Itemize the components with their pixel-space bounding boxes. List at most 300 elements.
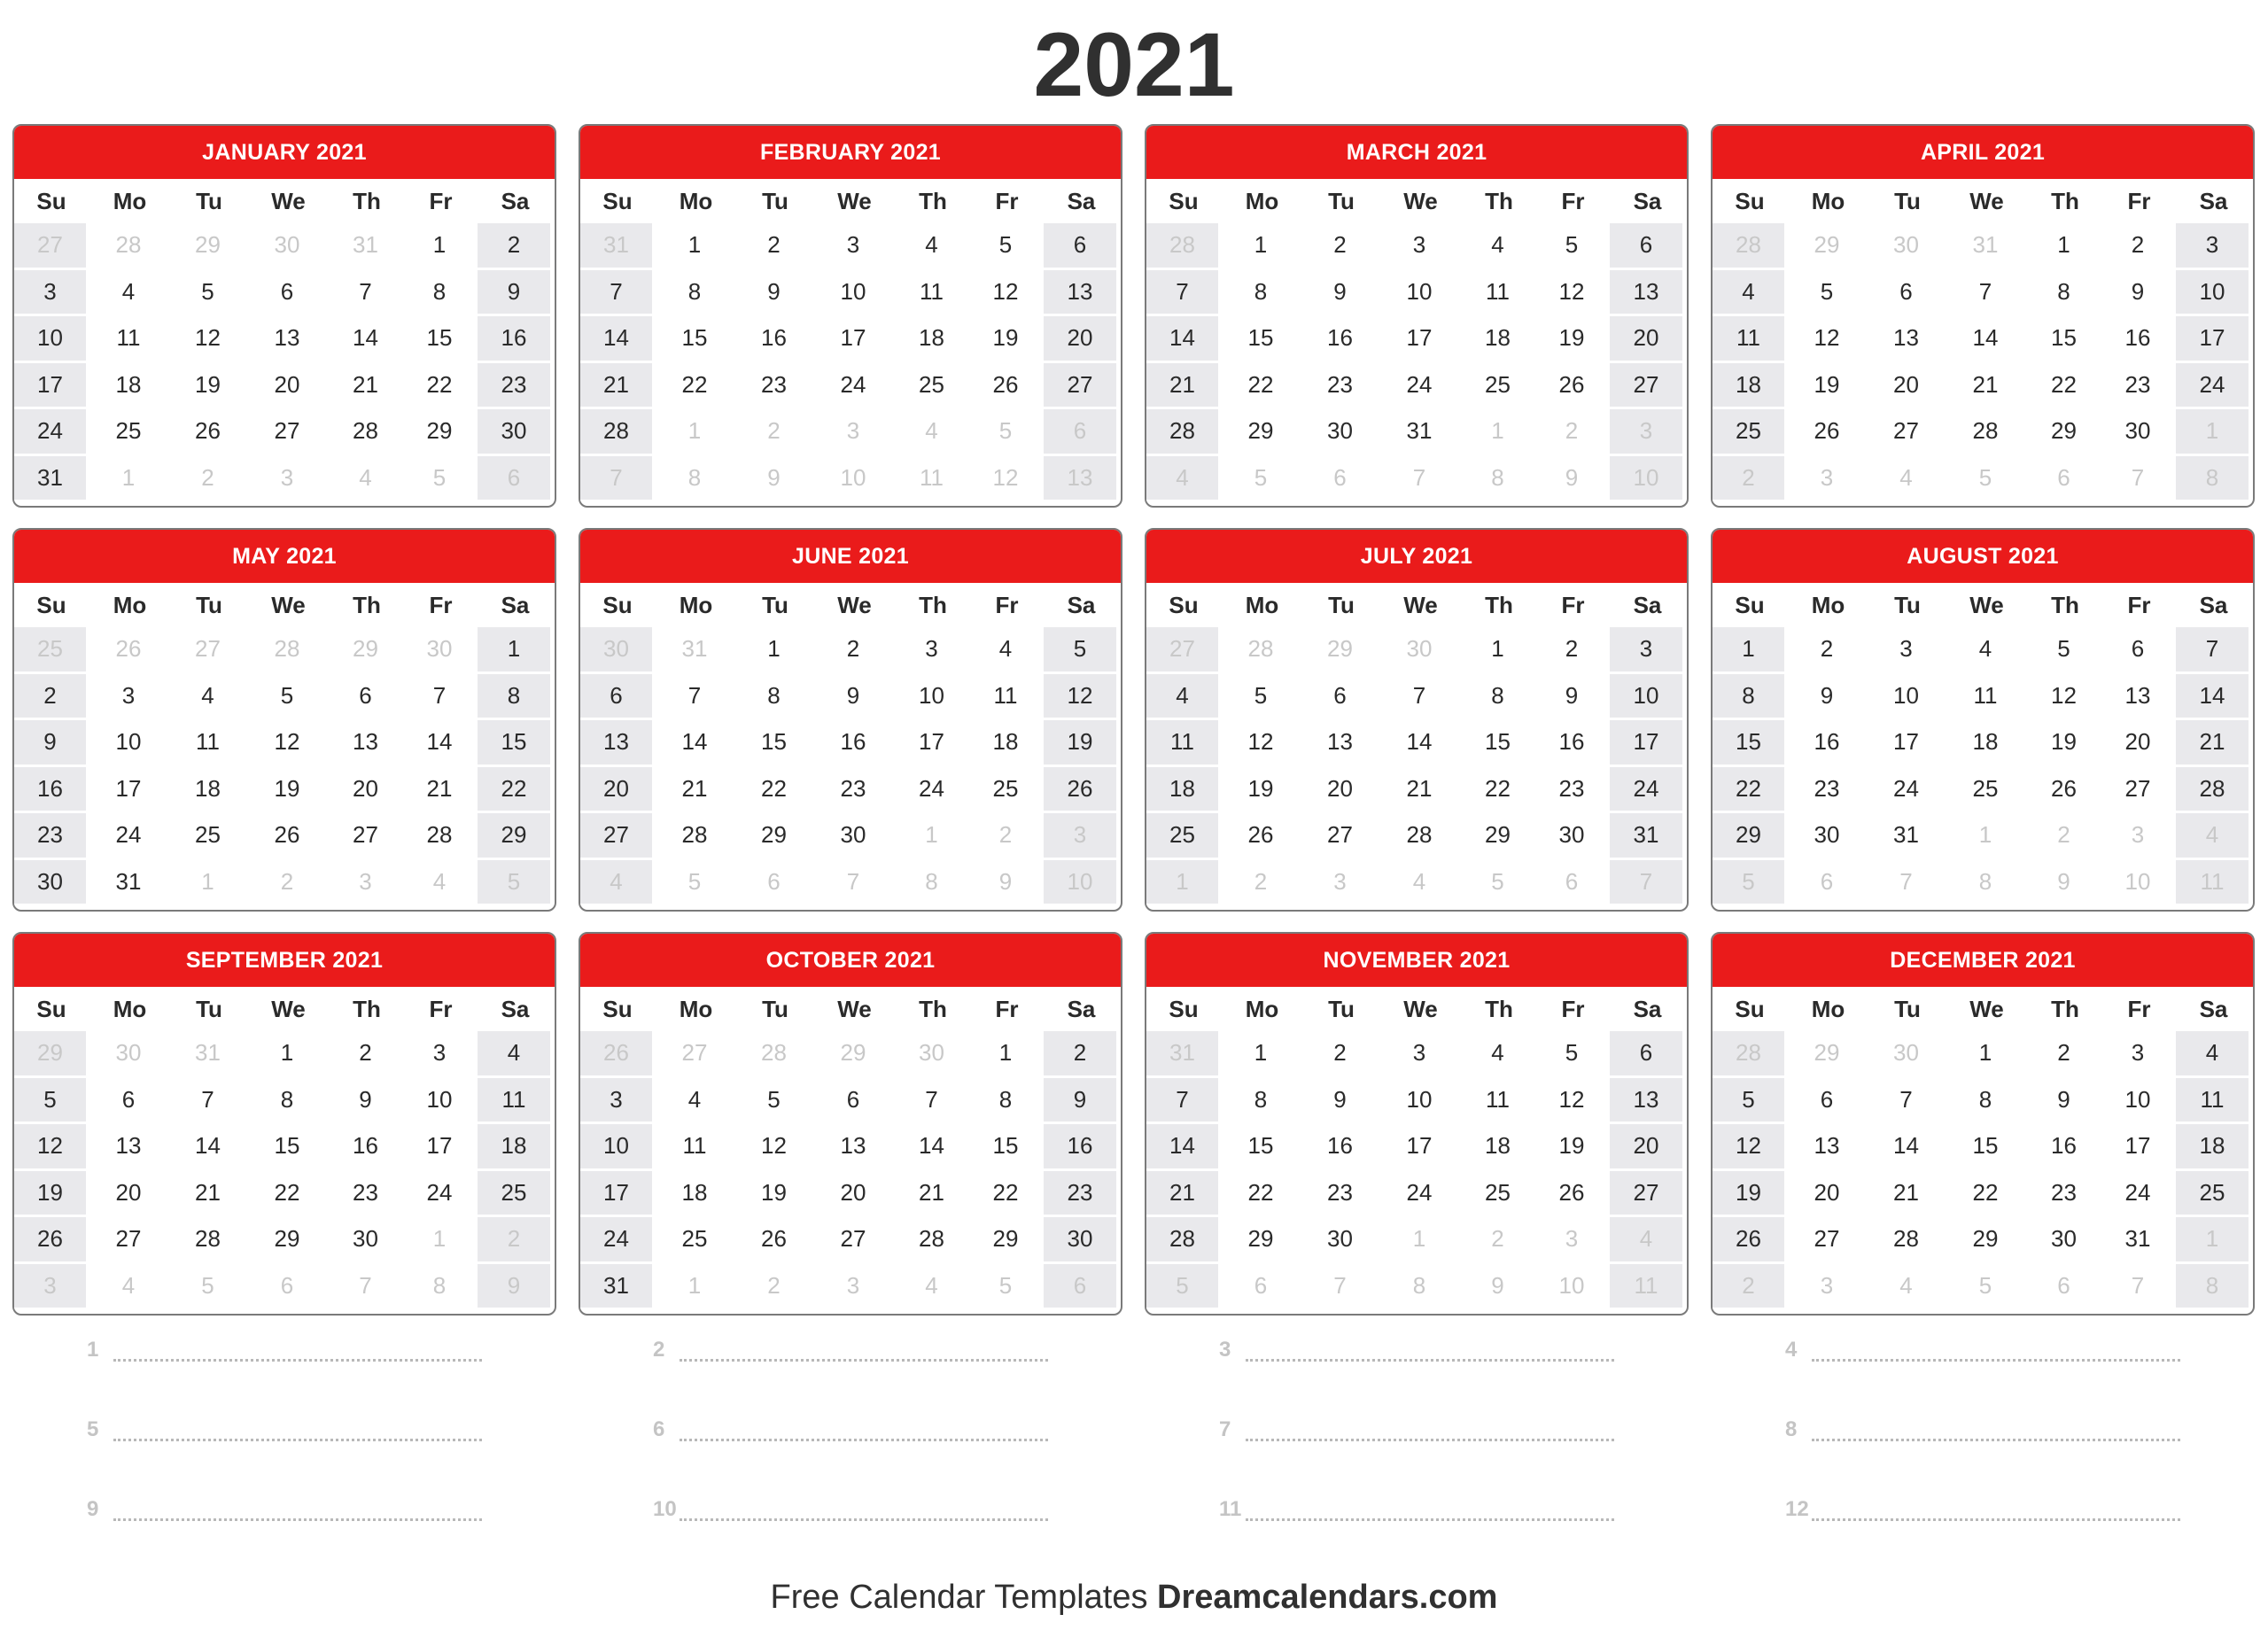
day-cell: 30 — [330, 1217, 404, 1264]
day-cell: 7 — [580, 270, 655, 317]
day-cell: 10 — [2102, 1078, 2176, 1125]
month-title: SEPTEMBER 2021 — [14, 934, 555, 987]
adjacent-month-day: 4 — [2176, 813, 2251, 860]
adjacent-month-day: 27 — [1146, 627, 1221, 674]
day-cell: 29 — [1713, 813, 1787, 860]
adjacent-month-day: 30 — [1869, 223, 1946, 270]
day-cell: 17 — [580, 1171, 655, 1218]
note-number: 9 — [87, 1497, 99, 1521]
day-cell: 26 — [247, 813, 330, 860]
weekday-label: Fr — [429, 592, 453, 618]
weekday-row — [1146, 583, 1687, 627]
adjacent-month-day: 7 — [580, 456, 655, 503]
day-cell: 2 — [1536, 627, 1610, 674]
weekday-label: Mo — [679, 996, 713, 1022]
weekday-label: Fr — [1561, 592, 1585, 618]
day-cell: 12 — [1044, 674, 1119, 721]
day-cell: 12 — [247, 720, 330, 767]
day-cell: 17 — [1379, 1124, 1462, 1171]
weekday-label: Sa — [1067, 996, 1096, 1022]
day-cell: 7 — [1146, 270, 1221, 317]
day-cell: 14 — [171, 1124, 247, 1171]
weekday-label: Th — [2051, 592, 2079, 618]
days-grid — [580, 1031, 1121, 1314]
day-cell: 5 — [1536, 1031, 1610, 1078]
weekday-label: Mo — [1245, 996, 1279, 1022]
adjacent-month-day: 5 — [1946, 1264, 2028, 1311]
month-card — [579, 124, 1122, 508]
adjacent-month-day: 27 — [14, 223, 89, 270]
day-cell: 4 — [89, 270, 171, 317]
day-cell: 3 — [89, 674, 171, 721]
adjacent-month-day: 5 — [970, 409, 1044, 456]
day-cell: 10 — [1379, 1078, 1462, 1125]
days-grid — [1146, 223, 1687, 506]
note-line — [12, 1488, 556, 1541]
note-number: 10 — [653, 1497, 677, 1521]
day-cell: 14 — [1379, 720, 1462, 767]
adjacent-month-day: 9 — [1536, 456, 1610, 503]
adjacent-month-day: 28 — [1221, 627, 1303, 674]
day-cell: 22 — [655, 363, 737, 410]
day-cell: 29 — [1221, 1217, 1303, 1264]
weekday-label: Th — [1485, 996, 1513, 1022]
day-cell: 26 — [1536, 1171, 1610, 1218]
day-cell: 23 — [14, 813, 89, 860]
day-cell: 27 — [1610, 1171, 1685, 1218]
day-cell: 18 — [89, 363, 171, 410]
adjacent-month-day: 7 — [2102, 456, 2176, 503]
day-cell: 25 — [1946, 767, 2028, 814]
day-cell: 5 — [247, 674, 330, 721]
day-cell: 30 — [2102, 409, 2176, 456]
day-cell: 24 — [2176, 363, 2251, 410]
day-cell: 28 — [1379, 813, 1462, 860]
weekday-label: Tu — [196, 592, 222, 618]
day-cell: 30 — [2028, 1217, 2102, 1264]
weekday-label: Tu — [762, 592, 788, 618]
adjacent-month-day: 2 — [1221, 860, 1303, 907]
day-cell: 30 — [14, 860, 89, 907]
day-cell: 23 — [813, 767, 896, 814]
adjacent-month-day: 31 — [580, 223, 655, 270]
day-cell: 5 — [1536, 223, 1610, 270]
month-title: FEBRUARY 2021 — [580, 126, 1121, 179]
weekday-label: Tu — [196, 188, 222, 214]
adjacent-month-day: 7 — [1610, 860, 1685, 907]
day-cell: 19 — [171, 363, 247, 410]
day-cell: 25 — [1713, 409, 1787, 456]
day-cell: 12 — [737, 1124, 813, 1171]
day-cell: 22 — [737, 767, 813, 814]
dotted-line — [1812, 1439, 2180, 1441]
note-line — [579, 1409, 1122, 1462]
day-cell: 22 — [1221, 1171, 1303, 1218]
adjacent-month-day: 5 — [1462, 860, 1536, 907]
month-title: JUNE 2021 — [580, 530, 1121, 583]
month-title: JANUARY 2021 — [14, 126, 555, 179]
day-cell: 31 — [14, 456, 89, 503]
day-cell: 10 — [2176, 270, 2251, 317]
month-title: MARCH 2021 — [1146, 126, 1687, 179]
day-cell: 14 — [1146, 316, 1221, 363]
day-cell: 24 — [896, 767, 970, 814]
adjacent-month-day: 2 — [247, 860, 330, 907]
day-cell: 11 — [478, 1078, 553, 1125]
day-cell: 10 — [89, 720, 171, 767]
weekday-label: Su — [1735, 996, 1765, 1022]
adjacent-month-day: 10 — [813, 456, 896, 503]
day-cell: 24 — [2102, 1171, 2176, 1218]
day-cell: 23 — [1044, 1171, 1119, 1218]
day-cell: 23 — [1303, 363, 1379, 410]
adjacent-month-day: 6 — [1303, 456, 1379, 503]
days-grid — [14, 223, 555, 506]
weekday-label: Fr — [2127, 592, 2151, 618]
day-cell: 3 — [2102, 1031, 2176, 1078]
day-cell: 24 — [14, 409, 89, 456]
day-cell: 27 — [813, 1217, 896, 1264]
weekday-label: Th — [2051, 188, 2079, 214]
day-cell: 2 — [2028, 1031, 2102, 1078]
adjacent-month-day: 30 — [580, 627, 655, 674]
day-cell: 27 — [1303, 813, 1379, 860]
day-cell: 26 — [1221, 813, 1303, 860]
adjacent-month-day: 28 — [89, 223, 171, 270]
day-cell: 12 — [14, 1124, 89, 1171]
adjacent-month-day: 30 — [1869, 1031, 1946, 1078]
day-cell: 18 — [896, 316, 970, 363]
adjacent-month-day: 25 — [14, 627, 89, 674]
day-cell: 2 — [1303, 223, 1379, 270]
day-cell: 18 — [970, 720, 1044, 767]
day-cell: 5 — [970, 223, 1044, 270]
day-cell: 6 — [1787, 1078, 1869, 1125]
day-cell: 23 — [330, 1171, 404, 1218]
day-cell: 8 — [1462, 674, 1536, 721]
note-number: 8 — [1785, 1417, 1798, 1441]
adjacent-month-day: 1 — [1146, 860, 1221, 907]
adjacent-month-day: 3 — [1787, 1264, 1869, 1311]
day-cell: 19 — [970, 316, 1044, 363]
adjacent-month-day: 10 — [2102, 860, 2176, 907]
dotted-line — [1246, 1439, 1614, 1441]
day-cell: 28 — [2176, 767, 2251, 814]
day-cell: 24 — [580, 1217, 655, 1264]
day-cell: 20 — [1303, 767, 1379, 814]
day-cell: 24 — [1869, 767, 1946, 814]
note-line — [1145, 1329, 1689, 1382]
weekday-label: Fr — [429, 188, 453, 214]
weekday-label: Tu — [762, 996, 788, 1022]
adjacent-month-day: 7 — [813, 860, 896, 907]
day-cell: 11 — [1462, 1078, 1536, 1125]
note-line — [1145, 1488, 1689, 1541]
adjacent-month-day: 6 — [1044, 409, 1119, 456]
day-cell: 17 — [1610, 720, 1685, 767]
adjacent-month-day: 3 — [2102, 813, 2176, 860]
adjacent-month-day: 4 — [89, 1264, 171, 1311]
adjacent-month-day: 2 — [1536, 409, 1610, 456]
day-cell: 9 — [813, 674, 896, 721]
day-cell: 26 — [2028, 767, 2102, 814]
day-cell: 3 — [896, 627, 970, 674]
month-title: NOVEMBER 2021 — [1146, 934, 1687, 987]
days-grid — [1146, 627, 1687, 910]
day-cell: 26 — [1713, 1217, 1787, 1264]
adjacent-month-day: 4 — [580, 860, 655, 907]
day-cell: 16 — [1303, 316, 1379, 363]
weekday-label: Sa — [1067, 188, 1096, 214]
weekday-row — [14, 179, 555, 223]
day-cell: 24 — [1379, 1171, 1462, 1218]
adjacent-month-day: 6 — [1221, 1264, 1303, 1311]
weekday-label: Su — [1735, 592, 1765, 618]
day-cell: 18 — [478, 1124, 553, 1171]
note-number: 4 — [1785, 1338, 1798, 1362]
adjacent-month-day: 27 — [655, 1031, 737, 1078]
day-cell: 29 — [737, 813, 813, 860]
weekday-label: Fr — [429, 996, 453, 1022]
day-cell: 2 — [14, 674, 89, 721]
adjacent-month-day: 1 — [89, 456, 171, 503]
day-cell: 11 — [896, 270, 970, 317]
day-cell: 21 — [1146, 363, 1221, 410]
day-cell: 13 — [247, 316, 330, 363]
day-cell: 2 — [2102, 223, 2176, 270]
day-cell: 30 — [1536, 813, 1610, 860]
weekday-label: Sa — [501, 188, 530, 214]
adjacent-month-day: 4 — [1379, 860, 1462, 907]
day-cell: 11 — [1146, 720, 1221, 767]
day-cell: 21 — [1946, 363, 2028, 410]
day-cell: 26 — [1787, 409, 1869, 456]
weekday-label: We — [1403, 996, 1438, 1022]
adjacent-month-day: 7 — [330, 1264, 404, 1311]
adjacent-month-day: 10 — [1610, 456, 1685, 503]
weekday-label: Fr — [1561, 996, 1585, 1022]
day-cell: 20 — [1787, 1171, 1869, 1218]
adjacent-month-day: 30 — [1379, 627, 1462, 674]
day-cell: 25 — [478, 1171, 553, 1218]
day-cell: 13 — [580, 720, 655, 767]
weekday-label: Th — [2051, 996, 2079, 1022]
day-cell: 14 — [404, 720, 478, 767]
adjacent-month-day: 3 — [813, 409, 896, 456]
adjacent-month-day: 29 — [1303, 627, 1379, 674]
adjacent-month-day: 5 — [1713, 860, 1787, 907]
weekday-label: We — [837, 592, 872, 618]
month-title: OCTOBER 2021 — [580, 934, 1121, 987]
day-cell: 9 — [1044, 1078, 1119, 1125]
day-cell: 7 — [1946, 270, 2028, 317]
day-cell: 7 — [330, 270, 404, 317]
weekday-label: Tu — [1328, 188, 1355, 214]
adjacent-month-day: 5 — [478, 860, 553, 907]
day-cell: 8 — [970, 1078, 1044, 1125]
adjacent-month-day: 5 — [655, 860, 737, 907]
dotted-line — [113, 1439, 482, 1441]
month-card — [579, 932, 1122, 1316]
day-cell: 28 — [896, 1217, 970, 1264]
adjacent-month-day: 8 — [2176, 1264, 2251, 1311]
weekday-row — [14, 987, 555, 1031]
day-cell: 2 — [813, 627, 896, 674]
days-grid — [580, 627, 1121, 910]
adjacent-month-day: 4 — [1869, 1264, 1946, 1311]
day-cell: 16 — [330, 1124, 404, 1171]
note-line — [1711, 1329, 2255, 1382]
day-cell: 6 — [1044, 223, 1119, 270]
day-cell: 8 — [1946, 1078, 2028, 1125]
weekday-label: Th — [1485, 188, 1513, 214]
adjacent-month-day: 8 — [1462, 456, 1536, 503]
weekday-label: Mo — [1811, 188, 1845, 214]
day-cell: 1 — [1946, 1031, 2028, 1078]
day-cell: 21 — [1869, 1171, 1946, 1218]
day-cell: 2 — [330, 1031, 404, 1078]
notes-section — [12, 1329, 2256, 1533]
weekday-label: Tu — [1894, 996, 1921, 1022]
day-cell: 26 — [737, 1217, 813, 1264]
day-cell: 19 — [1536, 1124, 1610, 1171]
day-cell: 27 — [247, 409, 330, 456]
adjacent-month-day: 5 — [1946, 456, 2028, 503]
day-cell: 31 — [1610, 813, 1685, 860]
months-grid — [12, 124, 2256, 1316]
day-cell: 20 — [1044, 316, 1119, 363]
dotted-line — [1812, 1518, 2180, 1521]
adjacent-month-day: 31 — [1146, 1031, 1221, 1078]
day-cell: 4 — [171, 674, 247, 721]
adjacent-month-day: 31 — [1946, 223, 2028, 270]
day-cell: 21 — [896, 1171, 970, 1218]
day-cell: 8 — [1221, 1078, 1303, 1125]
day-cell: 3 — [1869, 627, 1946, 674]
day-cell: 9 — [330, 1078, 404, 1125]
adjacent-month-day: 3 — [813, 1264, 896, 1311]
day-cell: 14 — [1869, 1124, 1946, 1171]
day-cell: 27 — [89, 1217, 171, 1264]
adjacent-month-day: 1 — [655, 1264, 737, 1311]
adjacent-month-day: 11 — [1610, 1264, 1685, 1311]
day-cell: 15 — [737, 720, 813, 767]
day-cell: 26 — [1536, 363, 1610, 410]
day-cell: 17 — [2176, 316, 2251, 363]
day-cell: 18 — [655, 1171, 737, 1218]
day-cell: 22 — [1462, 767, 1536, 814]
day-cell: 8 — [655, 270, 737, 317]
weekday-row — [1713, 583, 2253, 627]
adjacent-month-day: 3 — [1610, 409, 1685, 456]
days-grid — [1713, 627, 2253, 910]
day-cell: 18 — [2176, 1124, 2251, 1171]
days-grid — [1713, 1031, 2253, 1314]
day-cell: 9 — [1787, 674, 1869, 721]
day-cell: 9 — [1303, 1078, 1379, 1125]
day-cell: 26 — [14, 1217, 89, 1264]
day-cell: 14 — [1146, 1124, 1221, 1171]
page-title: 2021 — [1033, 14, 1235, 115]
day-cell: 8 — [737, 674, 813, 721]
day-cell: 30 — [478, 409, 553, 456]
adjacent-month-day: 5 — [970, 1264, 1044, 1311]
weekday-label: Su — [1169, 188, 1199, 214]
note-line — [12, 1409, 556, 1462]
day-cell: 28 — [655, 813, 737, 860]
weekday-label: Tu — [762, 188, 788, 214]
adjacent-month-day: 12 — [970, 456, 1044, 503]
adjacent-month-day: 27 — [171, 627, 247, 674]
day-cell: 25 — [970, 767, 1044, 814]
month-card — [1711, 124, 2255, 508]
weekday-label: Sa — [2199, 996, 2228, 1022]
day-cell: 12 — [2028, 674, 2102, 721]
day-cell: 30 — [1044, 1217, 1119, 1264]
weekday-label: Su — [1735, 188, 1765, 214]
weekday-label: Mo — [679, 592, 713, 618]
day-cell: 9 — [1303, 270, 1379, 317]
weekday-row — [14, 583, 555, 627]
day-cell: 9 — [478, 270, 553, 317]
day-cell: 28 — [404, 813, 478, 860]
weekday-label: Tu — [1328, 592, 1355, 618]
day-cell: 18 — [1462, 316, 1536, 363]
day-cell: 10 — [1610, 674, 1685, 721]
day-cell: 22 — [970, 1171, 1044, 1218]
day-cell: 5 — [14, 1078, 89, 1125]
month-card — [1145, 528, 1689, 912]
day-cell: 20 — [1610, 1124, 1685, 1171]
adjacent-month-day: 2 — [478, 1217, 553, 1264]
dotted-line — [113, 1359, 482, 1362]
day-cell: 6 — [247, 270, 330, 317]
day-cell: 11 — [89, 316, 171, 363]
day-cell: 14 — [896, 1124, 970, 1171]
day-cell: 9 — [2102, 270, 2176, 317]
adjacent-month-day: 8 — [404, 1264, 478, 1311]
weekday-label: Su — [36, 996, 66, 1022]
weekday-label: Mo — [113, 996, 147, 1022]
day-cell: 4 — [1146, 674, 1221, 721]
adjacent-month-day: 3 — [1787, 456, 1869, 503]
adjacent-month-day: 26 — [580, 1031, 655, 1078]
adjacent-month-day: 4 — [896, 1264, 970, 1311]
adjacent-month-day: 5 — [404, 456, 478, 503]
day-cell: 13 — [1787, 1124, 1869, 1171]
adjacent-month-day: 8 — [1946, 860, 2028, 907]
days-grid — [14, 627, 555, 910]
day-cell: 16 — [2028, 1124, 2102, 1171]
day-cell: 16 — [478, 316, 553, 363]
weekday-row — [580, 179, 1121, 223]
adjacent-month-day: 8 — [2176, 456, 2251, 503]
day-cell: 15 — [478, 720, 553, 767]
day-cell: 4 — [2176, 1031, 2251, 1078]
weekday-row — [1713, 179, 2253, 223]
adjacent-month-day: 6 — [1044, 1264, 1119, 1311]
weekday-label: Tu — [1894, 188, 1921, 214]
weekday-label: We — [271, 188, 306, 214]
month-title: APRIL 2021 — [1713, 126, 2253, 179]
day-cell: 5 — [1713, 1078, 1787, 1125]
adjacent-month-day: 28 — [1713, 223, 1787, 270]
weekday-row — [1146, 179, 1687, 223]
adjacent-month-day: 28 — [1146, 223, 1221, 270]
days-grid — [14, 1031, 555, 1314]
day-cell: 31 — [2102, 1217, 2176, 1264]
weekday-label: Su — [1169, 996, 1199, 1022]
